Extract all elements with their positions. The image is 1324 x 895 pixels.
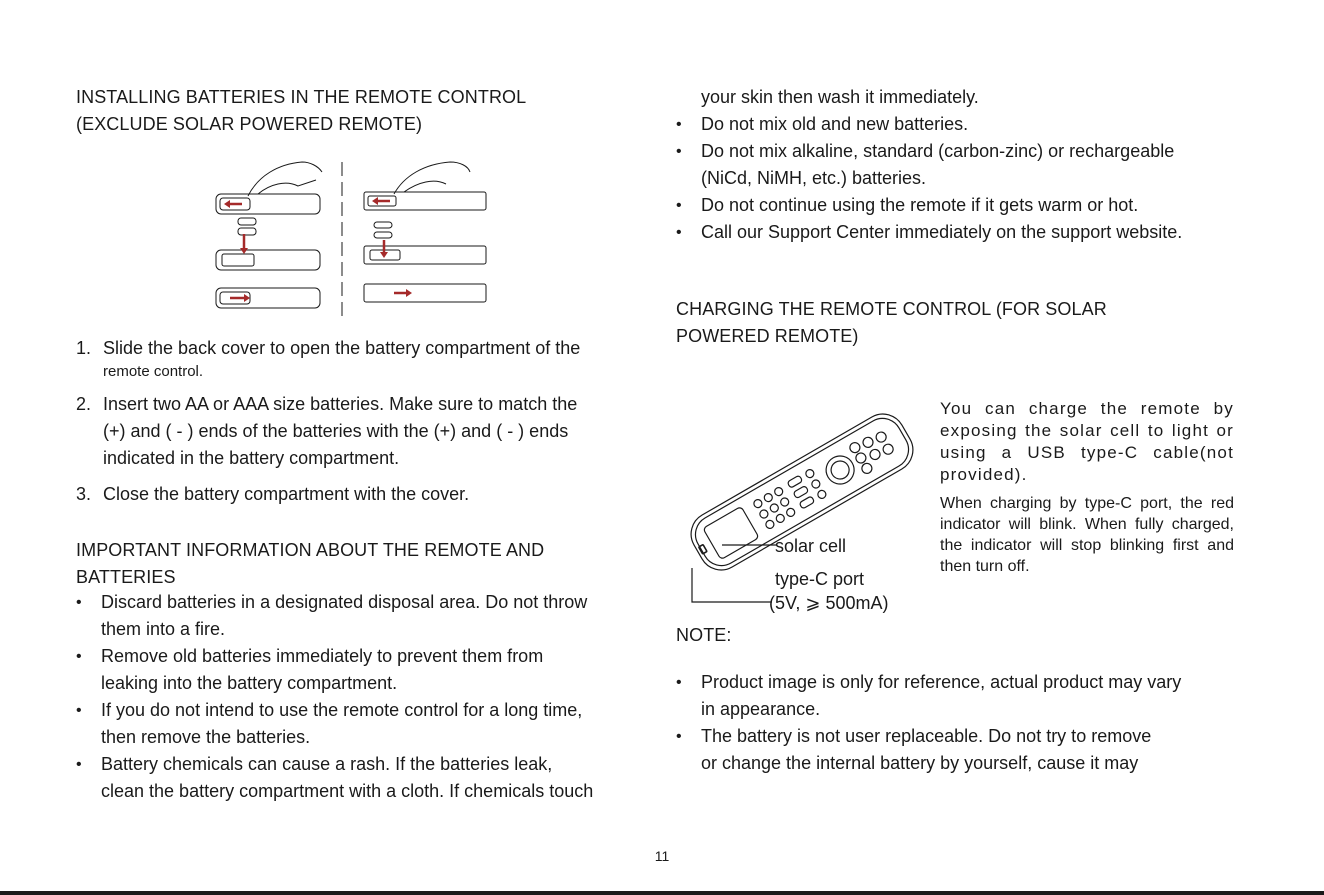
important-info-heading [76,537,636,591]
bullet-icon: • [676,116,682,133]
step-number: 2. [76,394,92,414]
install-step [76,335,648,382]
bullet-icon: • [76,594,82,611]
battery-install-illustration [198,156,498,322]
page-number: 11 [654,848,670,864]
bullet-icon: • [76,702,82,719]
install-heading [76,84,636,138]
step-number: 1. [76,338,92,358]
step-text-line: Insert two AA or AAA size batteries. Make sure to match the [103,394,578,414]
bullet-text-line: Product image is only for reference, actual product may vary [701,672,1182,692]
charging-heading-line1: CHARGING THE REMOTE CONTROL (FOR SOLAR [676,299,1107,319]
note-bullets-list [676,669,1256,777]
bullet-text-line: If you do not intend to use the remote control for a long time, [101,700,583,720]
install-heading-line1: INSTALLING BATTERIES IN THE REMOTE CONTROL [76,87,527,107]
bullet-text-line: leaking into the battery compartment. [101,673,398,693]
bullet-item [76,751,656,805]
bullet-item [676,138,1256,192]
bullet-item [76,697,656,751]
bullet-text-line: (NiCd, NiMH, etc.) batteries. [701,168,927,188]
step-text-line: Close the battery compartment with the cover. [103,484,470,504]
bullet-text-line: Do not mix alkaline, standard (carbon-zinc) or rechargeable [701,141,1175,161]
bullet-item [76,589,656,643]
important-heading-line2: BATTERIES [76,567,176,587]
continued-text: your skin then wash it immediately. [701,87,979,107]
charging-heading-line2: POWERED REMOTE) [676,326,859,346]
bullet-icon: • [676,197,682,214]
install-heading-line2: (EXCLUDE SOLAR POWERED REMOTE) [76,114,423,134]
charging-desc-paragraph: When charging by type-C port, the red indicator will blink. When fully charged, the indicator will stop blinking first and then turn off. [940,495,1234,575]
more-bullets-list [676,111,1256,246]
bullet-item [676,723,1256,777]
bullet-item [676,111,1256,138]
bullet-icon: • [676,224,682,241]
bullet-text-line: them into a fire. [101,619,226,639]
bullet-text-line: clean the battery compartment with a cloth. If chemicals touch [101,781,594,801]
step-text-line: Slide the back cover to open the battery compartment of the [103,338,581,358]
step-number: 3. [76,484,92,504]
bullet-text-line: The battery is not user replaceable. Do not try to remove [701,726,1152,746]
bullet-icon: • [676,143,682,160]
note-heading: NOTE: [676,625,732,645]
step-text-line: indicated in the battery compartment. [103,448,400,468]
bullet-icon: • [76,756,82,773]
charging-desc-paragraph: You can charge the remote by exposing the solar cell to light or using a USB type-C cable(not provided). [940,399,1234,484]
install-step [76,391,648,472]
bullet-text-line: in appearance. [701,699,821,719]
bullet-text-line: Discard batteries in a designated disposal area. Do not throw [101,592,588,612]
bottom-rule [0,891,1324,895]
install-step [76,481,648,508]
important-continued [676,84,1256,246]
charging-heading [676,296,1236,350]
important-heading-line1: IMPORTANT INFORMATION ABOUT THE REMOTE AND [76,540,545,560]
bullet-item [676,669,1256,723]
bullet-item [76,643,656,697]
bullet-text-line: Remove old batteries immediately to prevent them from [101,646,544,666]
bullet-text-line: then remove the batteries. [101,727,311,747]
solar-cell-callout: solar cell [775,536,847,556]
type-c-port-callout: type-C port [775,569,865,589]
bullet-icon: • [676,728,682,745]
install-steps-list [76,335,648,517]
bullet-text-line: Battery chemicals can cause a rash. If the batteries leak, [101,754,553,774]
bullet-text-line: Call our Support Center immediately on the support website. [701,222,1183,242]
step-text-line: (+) and ( - ) ends of the batteries with the (+) and ( - ) ends [103,421,569,441]
bullet-text-line: Do not continue using the remote if it gets warm or hot. [701,195,1139,215]
important-bullets-list [76,589,656,805]
port-spec-callout: (5V, ⩾ 500mA) [769,593,889,613]
step-text-line: remote control. [103,363,204,380]
bullet-icon: • [76,648,82,665]
bullet-item [676,219,1256,246]
charging-description [940,398,1234,584]
bullet-item [676,192,1256,219]
bullet-text-line: Do not mix old and new batteries. [701,114,969,134]
bullet-text-line: or change the internal battery by yourself, cause it may [701,753,1139,773]
bullet-icon: • [676,674,682,691]
